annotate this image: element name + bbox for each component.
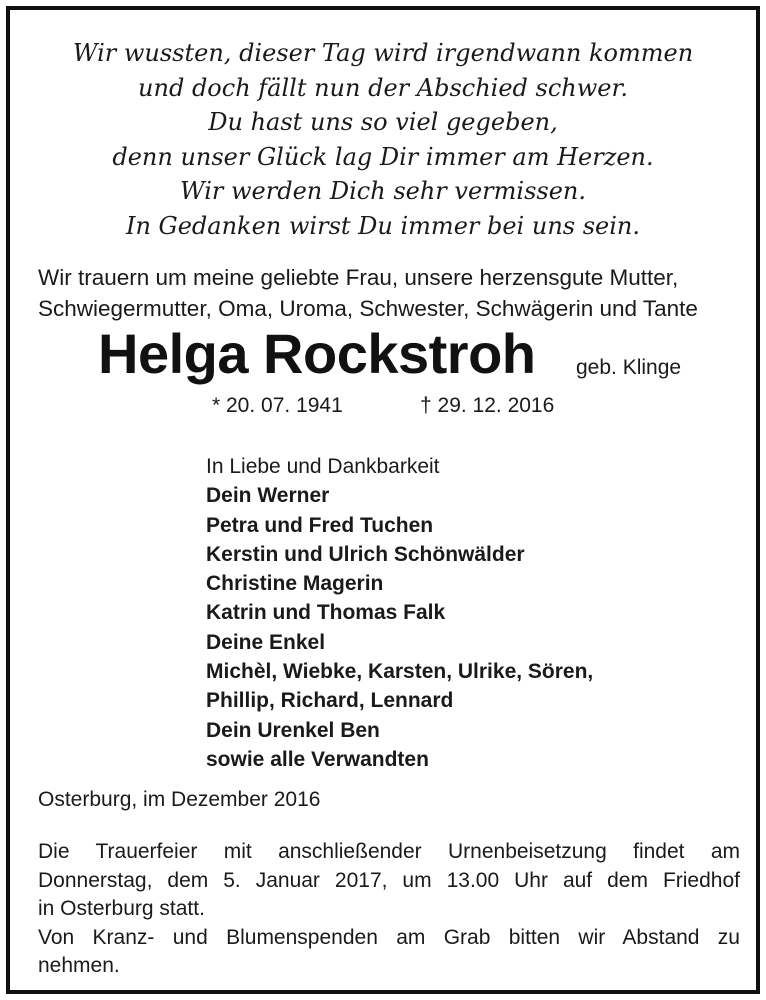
mourners-list — [206, 452, 593, 774]
intro-line: Wir trauern um meine geliebte Frau, unsere herzensgute Mutter, — [38, 265, 679, 290]
mourner-name: Deine Enkel — [206, 630, 326, 654]
poem — [10, 36, 756, 243]
funeral-notice — [38, 838, 740, 981]
death-date: † 29. 12. 2016 — [420, 394, 555, 417]
intro-text — [38, 262, 740, 324]
maiden-name: geb. Klinge — [576, 356, 682, 379]
notice-line: Donnerstag, dem 5. Januar 2017, um 13.00 Uhr auf dem Friedhof — [38, 868, 740, 892]
mourner-name: Michèl, Wiebke, Karsten, Ulrike, Sören, — [206, 660, 594, 684]
notice-line: Von Kranz- und Blumenspenden am Grab bitten wir Abstand zu — [38, 925, 740, 949]
poem-line: Wir wussten, dieser Tag wird irgendwann kommen — [72, 39, 694, 67]
birth-date: * 20. 07. 1941 — [212, 394, 343, 417]
mourner-name: Christine Magerin — [206, 572, 384, 596]
mourner-name: Katrin und Thomas Falk — [206, 601, 446, 625]
mourner-name: Kerstin und Ulrich Schönwälder — [206, 542, 525, 566]
mourner-name: Phillip, Richard, Lennard — [206, 689, 454, 713]
obituary-frame — [6, 6, 760, 994]
poem-line: In Gedanken wirst Du immer bei uns sein. — [125, 211, 641, 240]
mourner-name: Dein Werner — [206, 484, 330, 508]
mourner-name: Dein Urenkel Ben — [206, 718, 380, 742]
poem-line: denn unser Glück lag Dir immer am Herzen. — [112, 142, 654, 171]
notice-line: Die Trauerfeier mit anschließender Urnenbeisetzung findet am — [38, 840, 740, 863]
deceased-name: Helga Rockstroh — [98, 322, 536, 385]
mourner-name: sowie alle Verwandten — [206, 747, 429, 771]
mourner-name: Petra und Fred Tuchen — [206, 513, 434, 537]
poem-line: Wir werden Dich sehr vermissen. — [179, 177, 586, 205]
poem-line: Du hast uns so viel gegeben, — [208, 108, 558, 136]
mourners-heading: In Liebe und Dankbarkeit — [206, 455, 440, 478]
place-date: Osterburg, im Dezember 2016 — [38, 788, 321, 811]
poem-line: und doch fällt nun der Abschied schwer. — [138, 73, 628, 102]
intro-line: Schwiegermutter, Oma, Uroma, Schwester, Schwägerin und Tante — [38, 296, 698, 321]
notice-line: nehmen. — [38, 954, 120, 977]
notice-line: in Osterburg statt. — [38, 897, 205, 920]
